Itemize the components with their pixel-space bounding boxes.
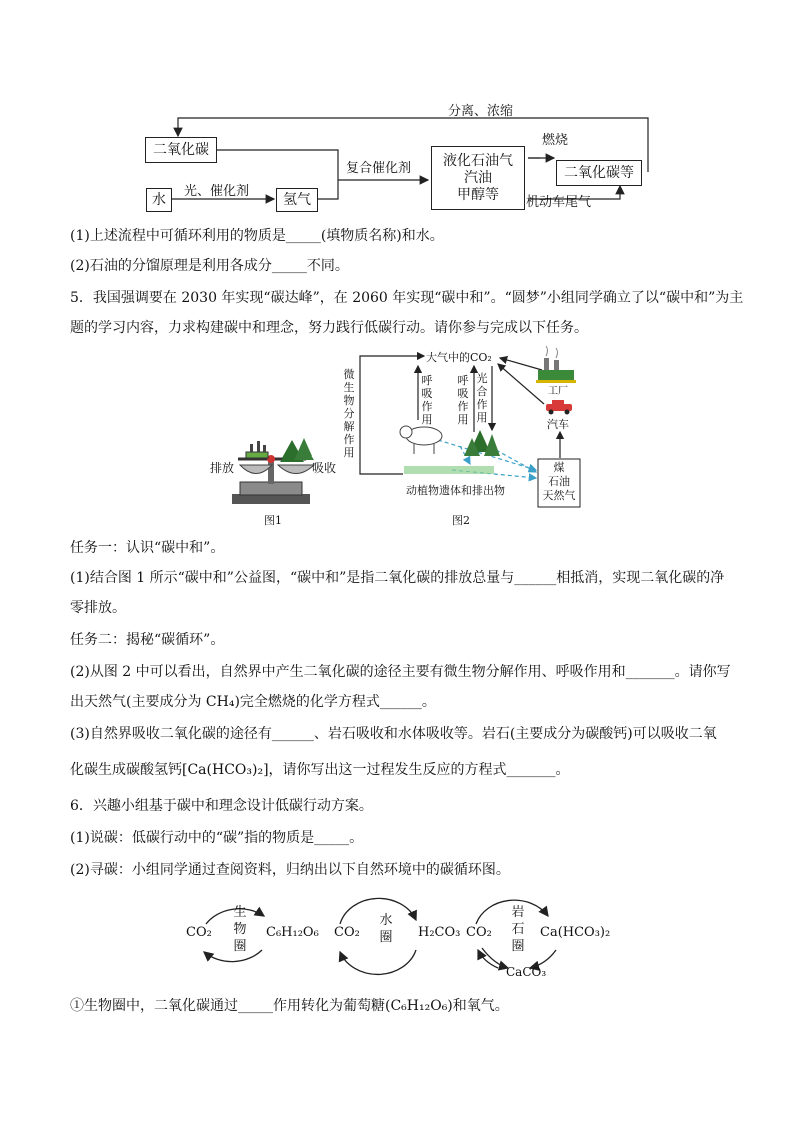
fig2-photo-label: 光合作用 bbox=[476, 372, 488, 424]
fig2-resp2-label: 呼吸作用 bbox=[457, 374, 469, 426]
fuel-line-2: 汽油 bbox=[464, 169, 492, 186]
q6-q1: (1)说碳：低碳行动中的“碳”指的物质是_____。 bbox=[70, 830, 364, 846]
q5-q2-line2: 出天然气(主要成分为 CH₄)完全燃烧的化学方程式______。 bbox=[70, 694, 436, 710]
cycle2-right: H₂CO₃ bbox=[418, 925, 461, 940]
fig2-caption: 图2 bbox=[452, 514, 470, 527]
flow-co2-etc-box: 二氧化碳等 bbox=[556, 160, 642, 186]
cycle2-mid bbox=[378, 912, 394, 946]
cycle3-mid-2: 石 bbox=[511, 922, 525, 937]
q5-intro-line1: 5．我国强调要在 2030 年实现“碳达峰”，在 2060 年实现“碳中和”。“圆梦”小组同学确立了以“碳中和”为主 bbox=[70, 290, 744, 306]
q5-q1-line1: (1)结合图 1 所示“碳中和”公益图，“碳中和”是指二氧化碳的排放总量与______相抵消，实现二氧化碳的净 bbox=[70, 570, 725, 586]
q4-part1: (1)上述流程中可循环利用的物质是_____(填物质名称)和水。 bbox=[70, 228, 444, 244]
fuel-line-1: 液化石油气 bbox=[443, 152, 513, 169]
flow-burn-label: 燃烧 bbox=[542, 133, 569, 148]
q6-q2: (2)寻碳：小组同学通过查阅资料，归纳出以下自然环境中的碳循环图。 bbox=[70, 862, 510, 878]
fuel-line-3: 甲醇等 bbox=[457, 186, 499, 203]
cycle3-mid-3: 圈 bbox=[511, 939, 525, 954]
cycle3-bottom: CaCO₃ bbox=[506, 965, 547, 979]
q5-task2: 任务二：揭秘“碳循环”。 bbox=[70, 632, 225, 648]
fossil-oil: 石油 bbox=[548, 475, 570, 488]
cycle1-mid bbox=[232, 904, 248, 955]
cycle3-mid-1: 岩 bbox=[511, 905, 525, 920]
q5-q3-line1: (3)自然界吸收二氧化碳的途径有______、岩石吸收和水体吸收等。岩石(主要成分为碳酸钙)可以吸收二氧 bbox=[70, 726, 717, 742]
fig2-remains-label: 动植物遗体和排出物 bbox=[406, 484, 505, 497]
q4-part2: (2)石油的分馏原理是利用各成分_____不同。 bbox=[70, 258, 349, 274]
cycle3-left: CO₂ bbox=[466, 925, 492, 940]
flow-water-box: 水 bbox=[146, 188, 172, 212]
cycle3-mid bbox=[510, 904, 526, 955]
q5-q2-line1: (2)从图 2 中可以看出，自然界中产生二氧化碳的途径主要有微生物分解作用、呼吸作用和_______。请你写 bbox=[70, 664, 731, 680]
flow-exhaust-label: 机动车尾气 bbox=[526, 195, 592, 210]
fig2-factory-label: 工厂 bbox=[548, 386, 568, 397]
q6-q3: ①生物圈中，二氧化碳通过_____作用转化为葡萄糖(C₆H₁₂O₆)和氧气。 bbox=[70, 998, 509, 1014]
cycle1-right: C₆H₁₂O₆ bbox=[266, 925, 319, 940]
flow-co2-box: 二氧化碳 bbox=[145, 137, 217, 163]
fig1-absorb-label: 吸收 bbox=[312, 461, 337, 475]
fig2-resp1-label: 呼吸作用 bbox=[421, 374, 433, 426]
flow-hydrogen-box: 氢气 bbox=[276, 188, 318, 212]
flow-composite-catalyst-label: 复合催化剂 bbox=[346, 161, 412, 176]
flow-light-catalyst-label: 光、催化剂 bbox=[184, 184, 250, 199]
q6-intro: 6．兴趣小组基于碳中和理念设计低碳行动方案。 bbox=[70, 798, 373, 814]
fig1-caption: 图1 bbox=[264, 514, 282, 527]
cycle1-mid-1: 生 bbox=[233, 905, 247, 920]
q5-intro-line2: 题的学习内容，力求构建碳中和理念，努力践行低碳行动。请你参与完成以下任务。 bbox=[70, 320, 588, 336]
flow-separate-label: 分离、浓缩 bbox=[448, 104, 514, 119]
q5-q3-line2: 化碳生成碳酸氢钙[Ca(HCO₃)₂]，请你写出这一过程发生反应的方程式_______。 bbox=[70, 762, 570, 778]
cycle1-mid-2: 物 bbox=[233, 922, 247, 937]
q5-task1: 任务一：认识“碳中和”。 bbox=[70, 540, 225, 556]
cycle2-left: CO₂ bbox=[334, 925, 360, 940]
q5-q1-line2: 零排放。 bbox=[70, 600, 126, 616]
cycle1-left: CO₂ bbox=[186, 925, 212, 940]
cycle3-right: Ca(HCO₃)₂ bbox=[540, 925, 611, 940]
fig1-emit-label: 排放 bbox=[210, 461, 235, 475]
cycle2-mid-2: 圈 bbox=[379, 930, 393, 945]
fig2-atm-co2: 大气中的CO₂ bbox=[426, 351, 492, 364]
cycle2-mid-1: 水 bbox=[379, 913, 393, 928]
fig2-micro-label: 微生物分解作用 bbox=[343, 368, 355, 459]
fossil-gas: 天然气 bbox=[542, 489, 576, 502]
cycle1-mid-3: 圈 bbox=[233, 939, 247, 954]
fossil-coal: 煤 bbox=[553, 461, 565, 474]
fig2-car-label: 汽车 bbox=[547, 418, 569, 431]
